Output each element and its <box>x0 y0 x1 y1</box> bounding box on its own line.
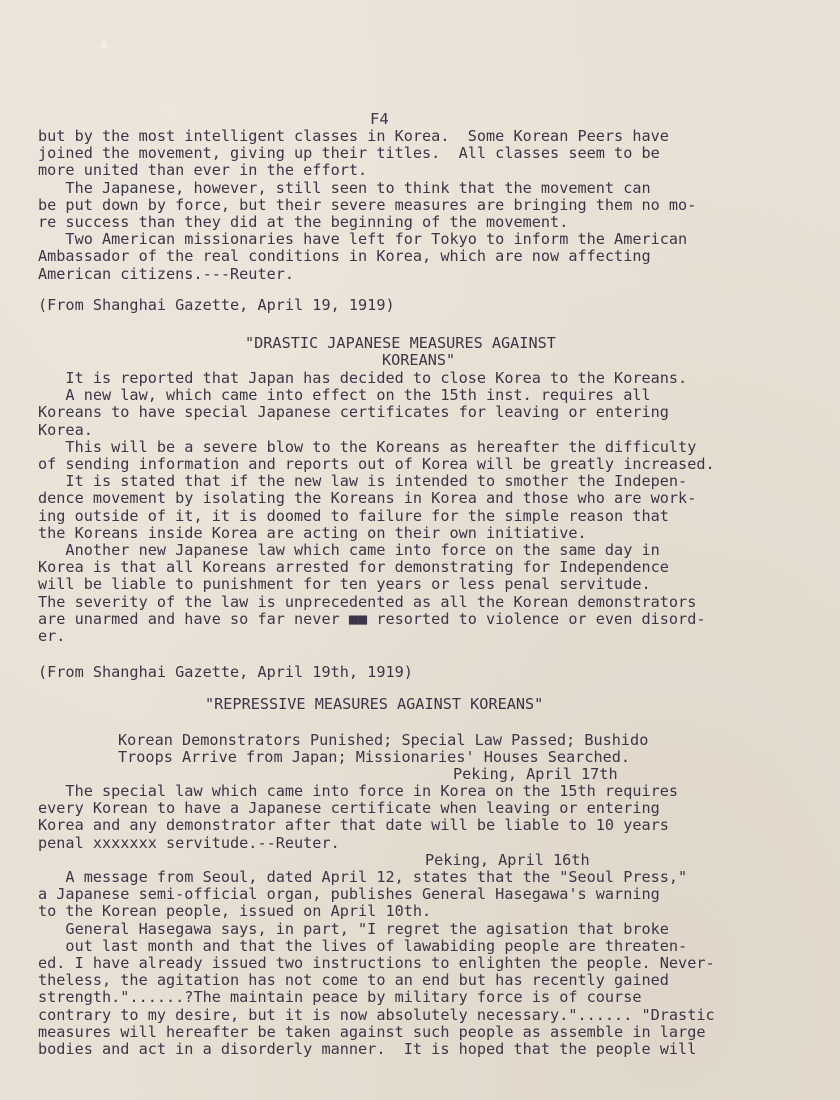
article-body <box>38 783 818 852</box>
dateline: Peking, April 17th <box>453 765 618 783</box>
text-line: Ambassador of the real conditions in Korea, which are now affecting <box>38 248 651 266</box>
article-heading: "REPRESSIVE MEASURES AGAINST KOREANS" <box>205 695 544 713</box>
text-line: measures will hereafter be taken against such people as assemble in large <box>38 1023 706 1041</box>
text-line: Korea and any demonstrator after that date will be liable to 10 years <box>38 817 669 835</box>
text-line: strength."......?The maintain peace by military force is of course <box>38 989 642 1007</box>
text-line: more united than ever in the effort. <box>38 162 368 180</box>
text-line: A message from Seoul, dated April 12, states that the "Seoul Press," <box>38 869 688 886</box>
dateline: Peking, April 16th <box>425 851 590 869</box>
text-line: bodies and act in a disorderly manner. It is hoped that the people will <box>38 1041 697 1059</box>
text-line: Two American missionaries have left for Tokyo to inform the American <box>38 231 688 249</box>
source-citation: (From Shanghai Gazette, April 19, 1919) <box>38 296 395 314</box>
text-line: re success than they did at the beginning of the movement. <box>38 214 569 232</box>
text-line: of sending information and reports out of Korea will be greatly increased. <box>38 456 715 474</box>
text-line: ing outside of it, it is doomed to failure for the simple reason that <box>38 507 669 525</box>
text-line: The Japanese, however, still seen to think that the movement can <box>38 179 651 197</box>
article-subheading: Korean Demonstrators Punished; Special Law Passed; Bushido <box>118 731 649 749</box>
article-body <box>38 869 818 1058</box>
text-line: a Japanese semi-official organ, publishes General Hasegawa's warning <box>38 886 660 904</box>
text-line: to the Korean people, issued on April 10th. <box>38 903 432 921</box>
text-line: er. <box>38 628 66 646</box>
text-line: contrary to my desire, but it is now absolutely necessary."...... "Drastic <box>38 1006 715 1024</box>
text-line: It is stated that if the new law is intended to smother the Indepen- <box>38 473 688 491</box>
article-heading: KOREANS" <box>382 351 456 369</box>
text-line: This will be a severe blow to the Koreans as hereafter the difficulty <box>38 438 697 456</box>
text-line: American citizens.---Reuter. <box>38 265 295 283</box>
continuation-paragraph <box>38 128 818 283</box>
article-body <box>38 370 818 645</box>
text-line: every Korean to have a Japanese certificate when leaving or entering <box>38 800 660 818</box>
text-line: be put down by force, but their severe measures are bringing them no mo- <box>38 196 697 214</box>
ink-mark <box>100 38 108 48</box>
page-number: F4 <box>370 110 389 128</box>
text-line: It is reported that Japan has decided to close Korea to the Koreans. <box>38 370 688 387</box>
text-line: are unarmed and have so far never ■■ resorted to violence or even disord- <box>38 610 706 628</box>
text-line: The severity of the law is unprecedented as all the Korean demonstrators <box>38 593 697 611</box>
text-line: Koreans to have special Japanese certificates for leaving or entering <box>38 404 669 422</box>
text-line: Another new Japanese law which came into force on the same day in <box>38 542 660 560</box>
text-line: General Hasegawa says, in part, "I regret the agisation that broke <box>38 920 669 938</box>
text-line: but by the most intelligent classes in Korea. Some Korean Peers have <box>38 128 669 145</box>
text-line: A new law, which came into effect on the 15th inst. requires all <box>38 387 651 405</box>
text-line: Korea. <box>38 421 93 439</box>
text-line: theless, the agitation has not come to an end but has recently gained <box>38 972 669 990</box>
text-line: penal xxxxxxx servitude.--Reuter. <box>38 834 340 852</box>
text-line: Korea is that all Koreans arrested for demonstrating for Independence <box>38 559 669 577</box>
text-line: dence movement by isolating the Koreans in Korea and those who are work- <box>38 490 697 508</box>
text-line: will be liable to punishment for ten years or less penal servitude. <box>38 576 651 594</box>
text-line: the Koreans inside Korea are acting on their own initiative. <box>38 524 587 542</box>
text-line: joined the movement, giving up their titles. All classes seem to be <box>38 145 660 163</box>
source-citation: (From Shanghai Gazette, April 19th, 1919) <box>38 663 413 681</box>
text-line: out last month and that the lives of lawabiding people are threaten- <box>38 937 688 955</box>
article-subheading: Troops Arrive from Japan; Missionaries' Houses Searched. <box>118 748 631 766</box>
text-line: ed. I have already issued two instructions to enlighten the people. Never- <box>38 955 715 973</box>
article-heading: "DRASTIC JAPANESE MEASURES AGAINST <box>245 334 556 352</box>
text-line: The special law which came into force in Korea on the 15th requires <box>38 783 679 800</box>
